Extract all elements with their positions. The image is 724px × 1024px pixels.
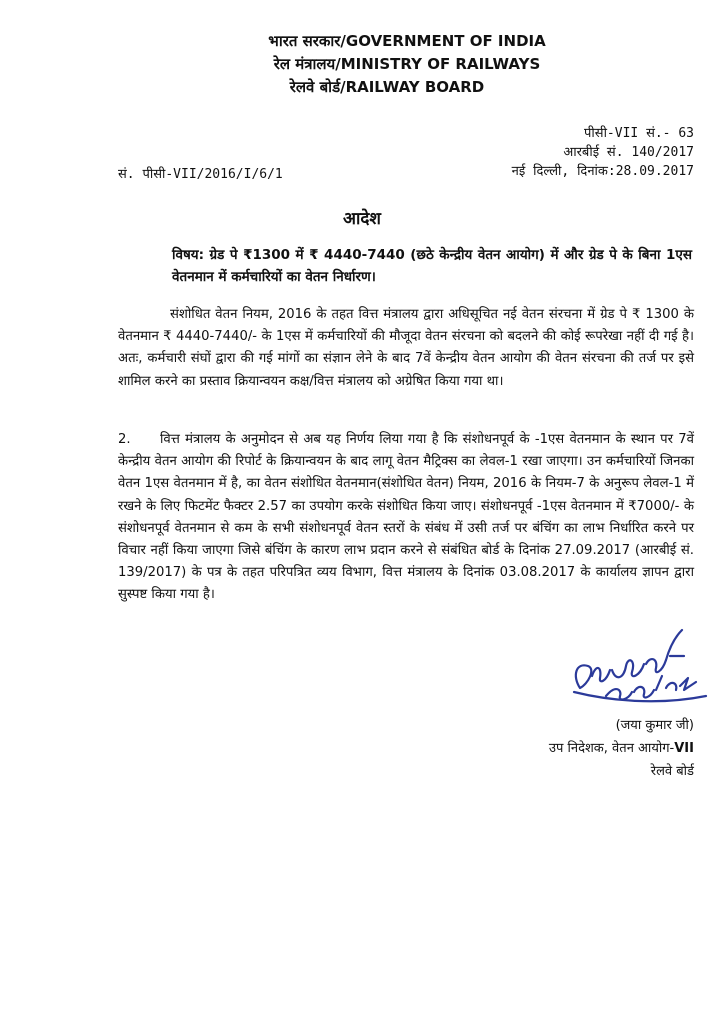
letterhead [0, 30, 724, 99]
reference-block [512, 124, 694, 181]
signatory-designation [549, 737, 694, 760]
place-date: नई दिल्ली, दिनांक:28.09.2017 [511, 164, 694, 179]
designation-prefix: उप निदेशक, वेतन आयोग- [548, 741, 675, 756]
paragraph-1: संशोधित वेतन नियम, 2016 के तहत वित्त मंत्रालय द्वारा अधिसूचित नई वेतन संरचना में ग्रेड पे ₹ 1300 के वेतनमान ₹ 4440-7440/- के 1एस में कर्मचारियों की मौजूदा वेतन संरचना को बदलने की कोई रूपरेखा नहीं दी गई है। अतः, कर्मचारी संघों द्वारा की गई मांगों का संज्ञान लेने के बाद 7वें केन्द्रीय वेतन आयोग की वेतन संरचना की तर्ज पर इसे शामिल करने का प्रस्ताव क्रियान्वयन कक्ष/वित्त मंत्रालय को अग्रेषित किया गया था। [118, 307, 694, 389]
document-title: आदेश [343, 209, 381, 229]
rbe-number: आरबीई सं. 140/2017 [563, 145, 694, 160]
subject-line: विषय: ग्रेड पे ₹1300 में ₹ 4440-7440 (छठे केन्द्रीय वेतन आयोग) में और ग्रेड पे के बिना 1एस वेतनमान में कर्मचारियों का वेतन निर्धारण। [172, 247, 692, 285]
letterhead-board: रेलवे बोर्ड/RAILWAY BOARD [289, 78, 485, 96]
file-number: सं. पीसी-VII/2016/I/6/1 [118, 167, 283, 182]
signatory-office: रेलवे बोर्ड [650, 764, 694, 779]
letterhead-government: भारत सरकार/GOVERNMENT OF INDIA [268, 32, 546, 50]
designation-suffix: VII [674, 741, 694, 756]
pc-number: पीसी-VII सं.- 63 [584, 126, 694, 141]
paragraph-2-text: वित्त मंत्रालय के अनुमोदन से अब यह निर्णय लिया गया है कि संशोधनपूर्व के -1एस वेतनमान के स्थान पर 7वें केन्द्रीय वेतन आयोग की रिपोर्ट के क्रियान्वयन के बाद लागू वेतन मैट्रिक्स का लेवल-1 रखा जाएगा। उन कर्मचारियों जिनका वेतन 1एस वेतनमान में है, का वेतन संशोधित वेतनमान(संशोधित वेतन) नियम, 2016 के नियम-7 के अनुरूप लेवल-1 में रखने के लिए फिटमेंट फैक्टर 2.57 का उपयोग करके संशोधित किया जाए। संशोधनपूर्व -1एस वेतनमान में ₹7000/- के संशोधनपूर्व वेतनमान से कम के सभी संशोधनपूर्व वेतन स्तरों के संबंध में उसी तर्ज पर बंचिंग का लाभ निर्धारित करने पर विचार नहीं किया जाएगा जिसे बंचिंग के कारण लाभ प्रदान करने से संबंधित बोर्ड के दिनांक 27.09.2017 (आरबीई सं. 139/2017) के पत्र के तहत परिपत्रित व्यय विभाग, वित्त मंत्रालय के दिनांक 03.08.2017 के कार्यालय ज्ञापन द्वारा सुस्पष्ट किया गया है। [118, 432, 694, 603]
signatory-name: (जया कुमार जी) [615, 718, 694, 733]
paragraph-2-number: 2. [118, 432, 131, 447]
letterhead-ministry: रेल मंत्रालय/MINISTRY OF RAILWAYS [273, 55, 541, 73]
signatory-block [549, 714, 694, 783]
handwritten-signature-icon [566, 626, 714, 712]
paragraph-2 [118, 429, 694, 607]
